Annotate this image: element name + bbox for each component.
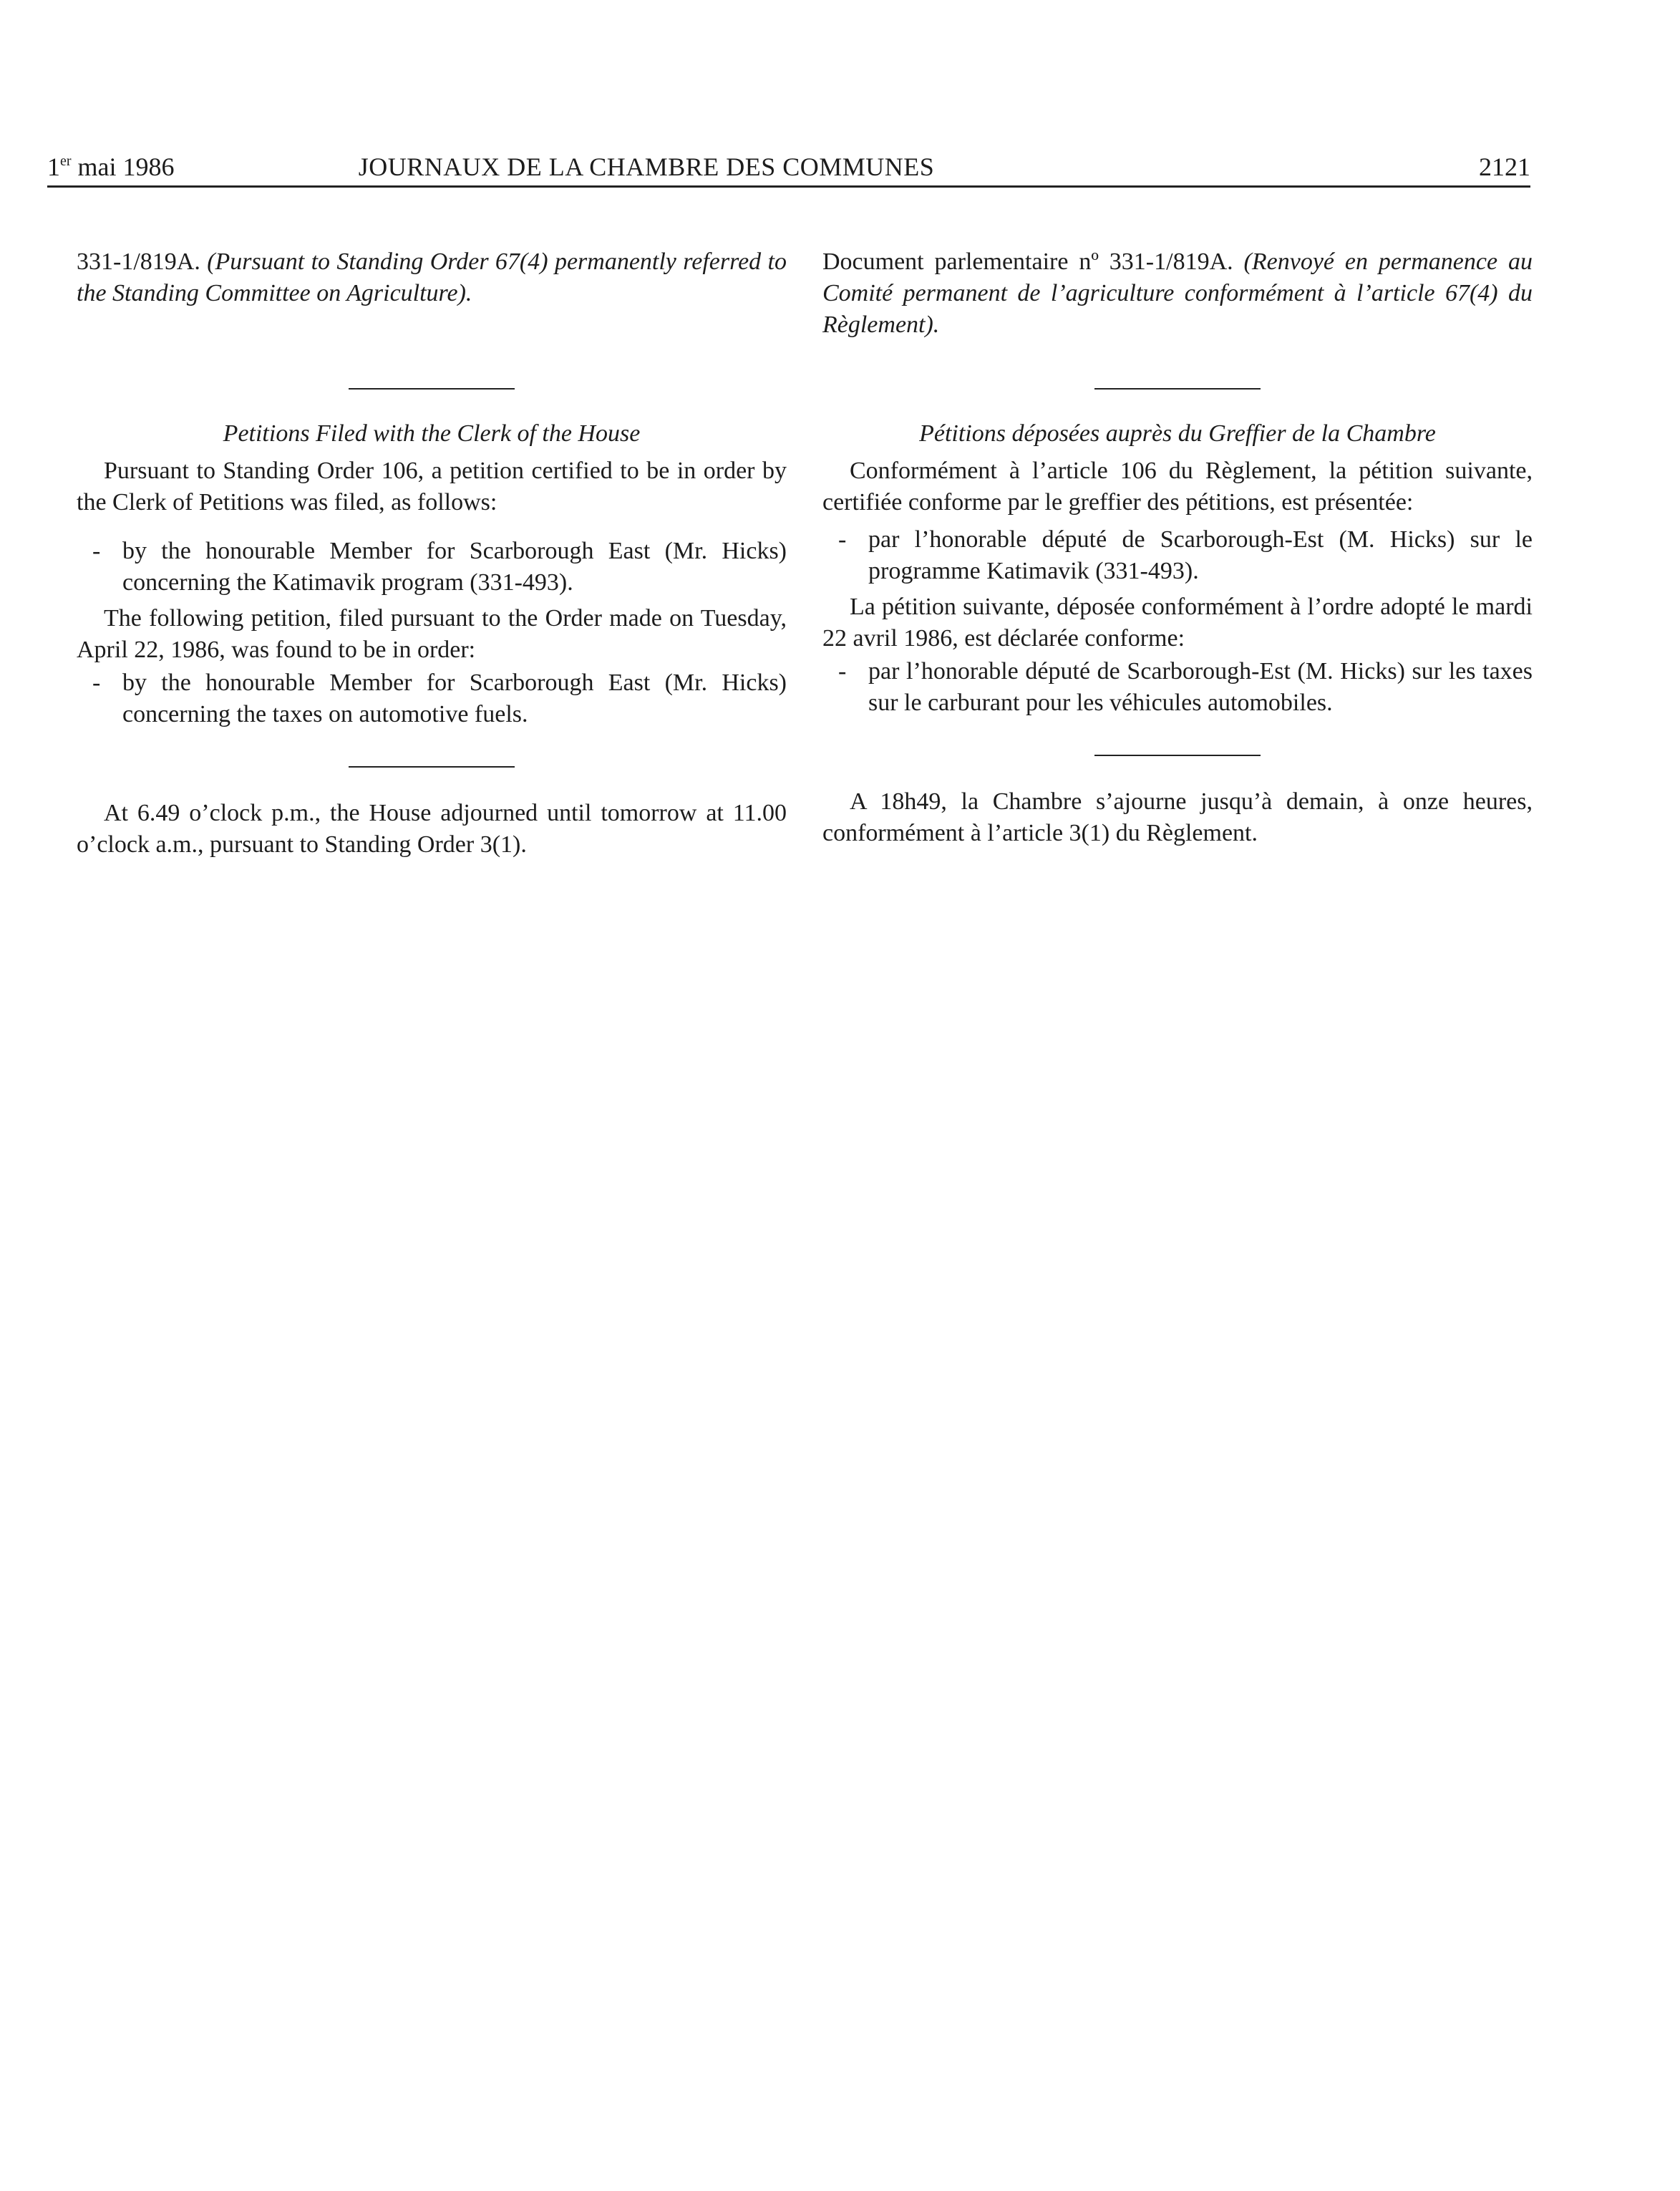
- petitions-intro: Conformément à l’article 106 du Règlement, la pétition suivante, certifiée conforme par le greffier des pétitions, est présentée:: [822, 458, 1533, 516]
- document-ref: 331-1/819A.: [77, 248, 200, 275]
- document-note: (Renvoyé en permanence au Comité permanent de l’agriculture conformément à l’article 67(4) du Règlement).: [822, 248, 1533, 338]
- header-date: 1er mai 1986: [47, 153, 175, 181]
- french-column: [822, 246, 1533, 849]
- section-divider: [1094, 755, 1261, 756]
- english-column: [77, 246, 787, 861]
- list-marker: -: [838, 658, 847, 685]
- petition-item: [77, 536, 787, 599]
- list-marker: -: [92, 538, 101, 564]
- petition-item: [822, 524, 1533, 587]
- document-reference-paragraph: [822, 246, 1533, 341]
- document-reference-paragraph: [77, 246, 787, 309]
- adjournment-paragraph: A 18h49, la Chambre s’ajourne jusqu’à demain, à onze heures, conformément à l’article 3(1) du Règlement.: [822, 788, 1533, 846]
- petition-item: [822, 656, 1533, 719]
- list-marker: -: [838, 526, 847, 553]
- section-divider: [349, 388, 515, 390]
- running-header: [47, 147, 1530, 187]
- section-divider: [1094, 388, 1261, 390]
- document-note: (Pursuant to Standing Order 67(4) permanently referred to the Standing Committee on Agriculture).: [77, 248, 787, 306]
- petition-item-text: par l’honorable député de Scarborough-Est (M. Hicks) sur les taxes sur le carburant pour les véhicules automobiles.: [868, 658, 1533, 716]
- following-petition-paragraph: La pétition suivante, déposée conformément à l’ordre adopté le mardi 22 avril 1986, est déclarée conforme:: [822, 594, 1533, 652]
- petition-item-text: par l’honorable député de Scarborough-Est (M. Hicks) sur le programme Katimavik (331-493).: [868, 526, 1533, 584]
- journal-title: JOURNAUX DE LA CHAMBRE DES COMMUNES: [358, 153, 935, 181]
- header-rule: [47, 185, 1530, 188]
- page-number: 2121: [1479, 153, 1530, 181]
- petitions-intro: Pursuant to Standing Order 106, a petition certified to be in order by the Clerk of Petitions was filed, as follows:: [77, 458, 787, 516]
- following-petition-paragraph: The following petition, filed pursuant to the Order made on Tuesday, April 22, 1986, was found to be in order:: [77, 605, 787, 663]
- document-ref: Document parlementaire nº 331-1/819A.: [822, 248, 1233, 275]
- list-marker: -: [92, 669, 101, 696]
- petitions-heading: Petitions Filed with the Clerk of the House: [223, 420, 641, 447]
- petitions-heading: Pétitions déposées auprès du Greffier de la Chambre: [919, 420, 1436, 447]
- petition-item: [77, 667, 787, 730]
- date-superscript: er: [60, 153, 72, 169]
- adjournment-paragraph: At 6.49 o’clock p.m., the House adjourned until tomorrow at 11.00 o’clock a.m., pursuant to Standing Order 3(1).: [77, 800, 787, 858]
- petition-item-text: by the honourable Member for Scarborough East (Mr. Hicks) concerning the taxes on automotive fuels.: [122, 669, 787, 727]
- section-divider: [349, 766, 515, 768]
- petition-item-text: by the honourable Member for Scarborough East (Mr. Hicks) concerning the Katimavik program (331-493).: [122, 538, 787, 596]
